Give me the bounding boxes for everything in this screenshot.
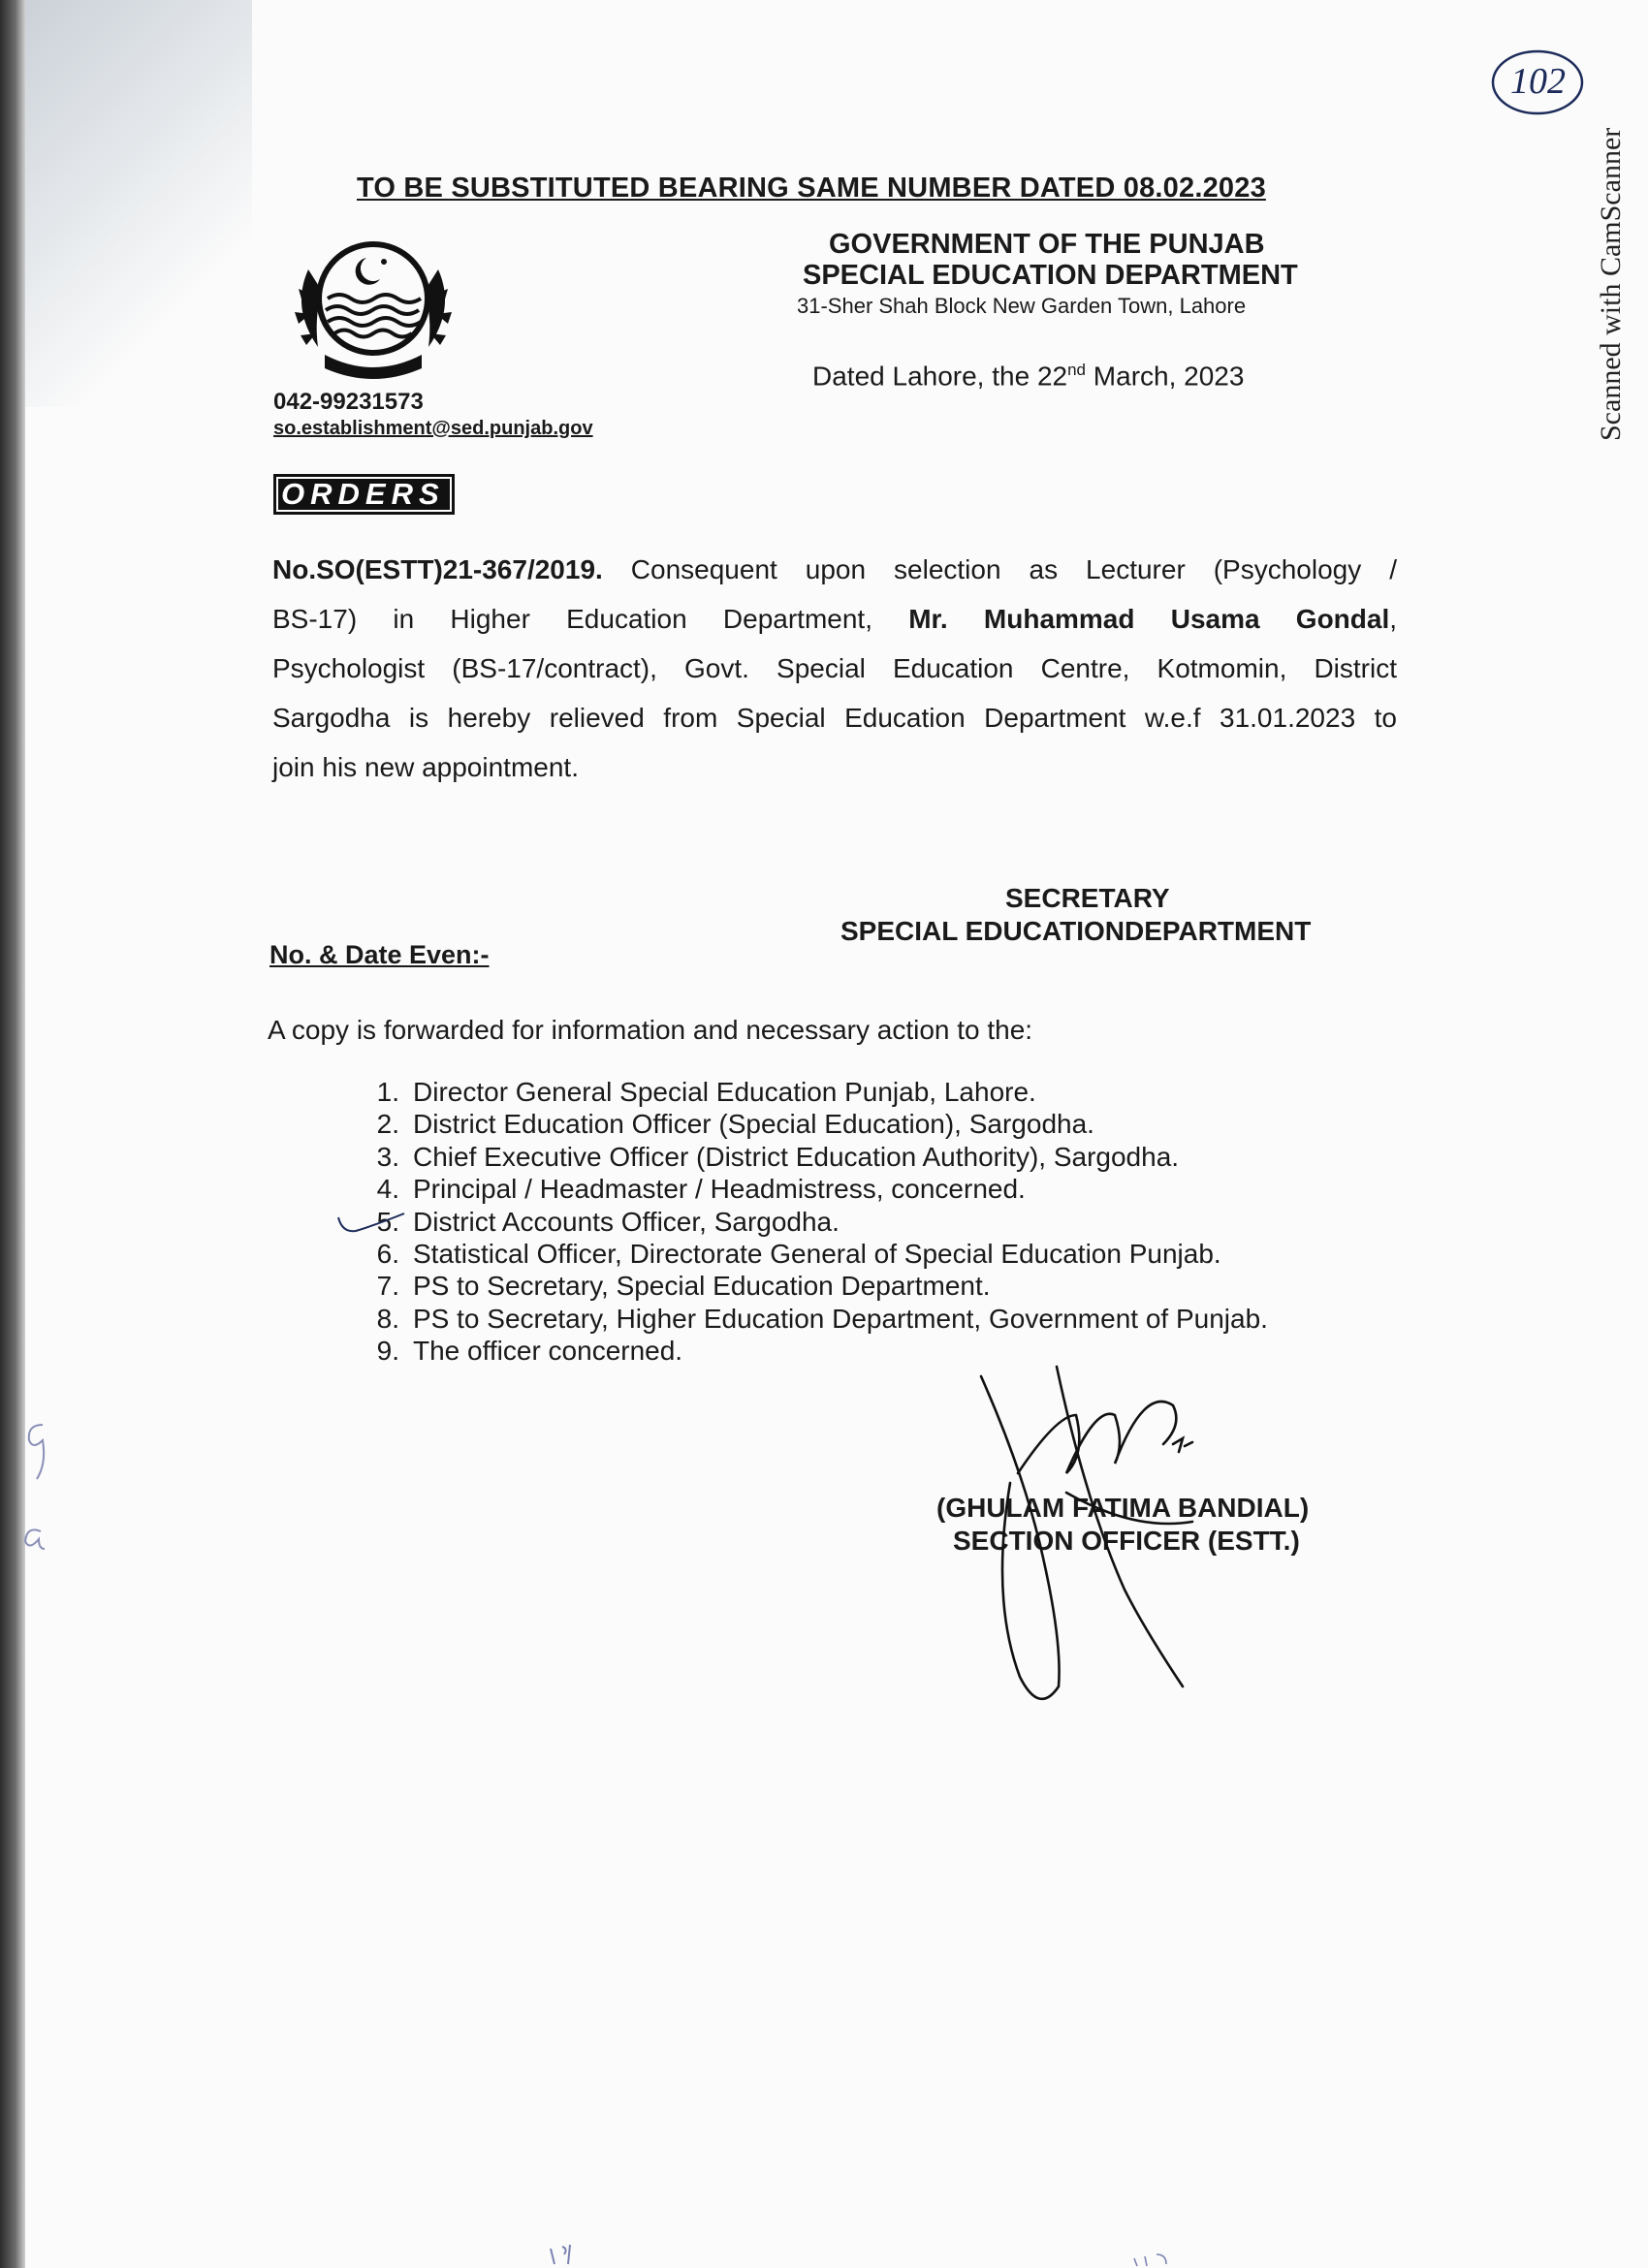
scan-left-edge: [0, 0, 25, 2268]
handwritten-page-number: [1489, 47, 1586, 118]
distribution-list: [349, 1076, 1268, 1368]
punjab-emblem-icon: [281, 231, 465, 386]
contact-phone: 042-99231573: [273, 389, 424, 415]
order-body: [272, 545, 1397, 792]
page-number-text: 102: [1510, 61, 1566, 102]
order-line-3: Psychologist (BS-17/contract), Govt. Special Education Centre, Kotmomin, District: [272, 653, 1397, 683]
substitution-banner: TO BE SUBSTITUTED BEARING SAME NUMBER DATED 08.02.2023: [357, 173, 1266, 204]
department-title: SPECIAL EDUCATION DEPARTMENT: [803, 260, 1298, 291]
secretary-department: SPECIAL EDUCATIONDEPARTMENT: [840, 916, 1312, 946]
list-item: 6. Statistical Officer, Directorate General of Special Education Punjab.: [376, 1239, 1221, 1270]
order-line-2-end: ,: [1389, 604, 1398, 634]
list-item: 5. District Accounts Officer, Sargodha.: [376, 1206, 840, 1237]
signatory-title: SECTION OFFICER (ESTT.): [953, 1526, 1300, 1556]
issue-date: [812, 361, 1244, 392]
order-reference-number: No.SO(ESTT)21-367/2019.: [272, 554, 603, 584]
date-ordinal-suffix: nd: [1067, 361, 1087, 379]
department-address: 31-Sher Shah Block New Garden Town, Lahore: [797, 294, 1247, 318]
order-line-5: join his new appointment.: [272, 752, 579, 782]
bottom-pen-marks-icon: [533, 2239, 1406, 2268]
contact-email: so.establishment@sed.punjab.gov: [273, 418, 593, 439]
folded-corner: [0, 0, 252, 407]
order-line-2-text: BS-17) in Higher Education Department,: [272, 604, 909, 634]
order-line-1: [272, 545, 1397, 594]
scanner-watermark: Scanned with CamScanner: [1595, 127, 1627, 441]
list-item: 8. PS to Secretary, Higher Education Department, Government of Punjab.: [376, 1303, 1268, 1334]
list-item: 3. Chief Executive Officer (District Education Authority), Sargodha.: [376, 1141, 1180, 1172]
order-line-4: Sargodha is hereby relieved from Special Education Department w.e.f 31.01.2023 to: [272, 703, 1397, 733]
date-rest: March, 2023: [1086, 361, 1245, 392]
handwritten-signature-icon: [931, 1357, 1338, 1716]
list-item: 1. Director General Special Education Punjab, Lahore.: [376, 1077, 1036, 1107]
list-item: 2. District Education Officer (Special Education), Sargodha.: [376, 1109, 1094, 1140]
order-line-2: [272, 594, 1397, 644]
officer-name: Mr. Muhammad Usama Gondal: [908, 604, 1390, 634]
secretary-title: SECRETARY: [1005, 883, 1170, 913]
signatory-name: (GHULAM FATIMA BANDIAL): [936, 1493, 1310, 1523]
date-prefix: Dated Lahore, the 22: [812, 361, 1068, 392]
list-item: 4. Principal / Headmaster / Headmistress, concerned.: [376, 1174, 1026, 1205]
margin-pencil-marks-icon: [10, 1415, 68, 1570]
order-line-1-text: Consequent upon selection as Lecturer (Psychology /: [602, 554, 1397, 584]
copy-forward-intro: A copy is forwarded for information and necessary action to the:: [268, 1015, 1033, 1045]
government-title: GOVERNMENT OF THE PUNJAB: [829, 229, 1265, 260]
orders-heading: ORDERS: [273, 474, 455, 515]
list-item: 9. The officer concerned.: [376, 1336, 683, 1367]
list-item: 7. PS to Secretary, Special Education Department.: [376, 1271, 991, 1302]
handwritten-tick-icon: [334, 1212, 412, 1241]
number-date-even: No. & Date Even:-: [269, 940, 490, 969]
